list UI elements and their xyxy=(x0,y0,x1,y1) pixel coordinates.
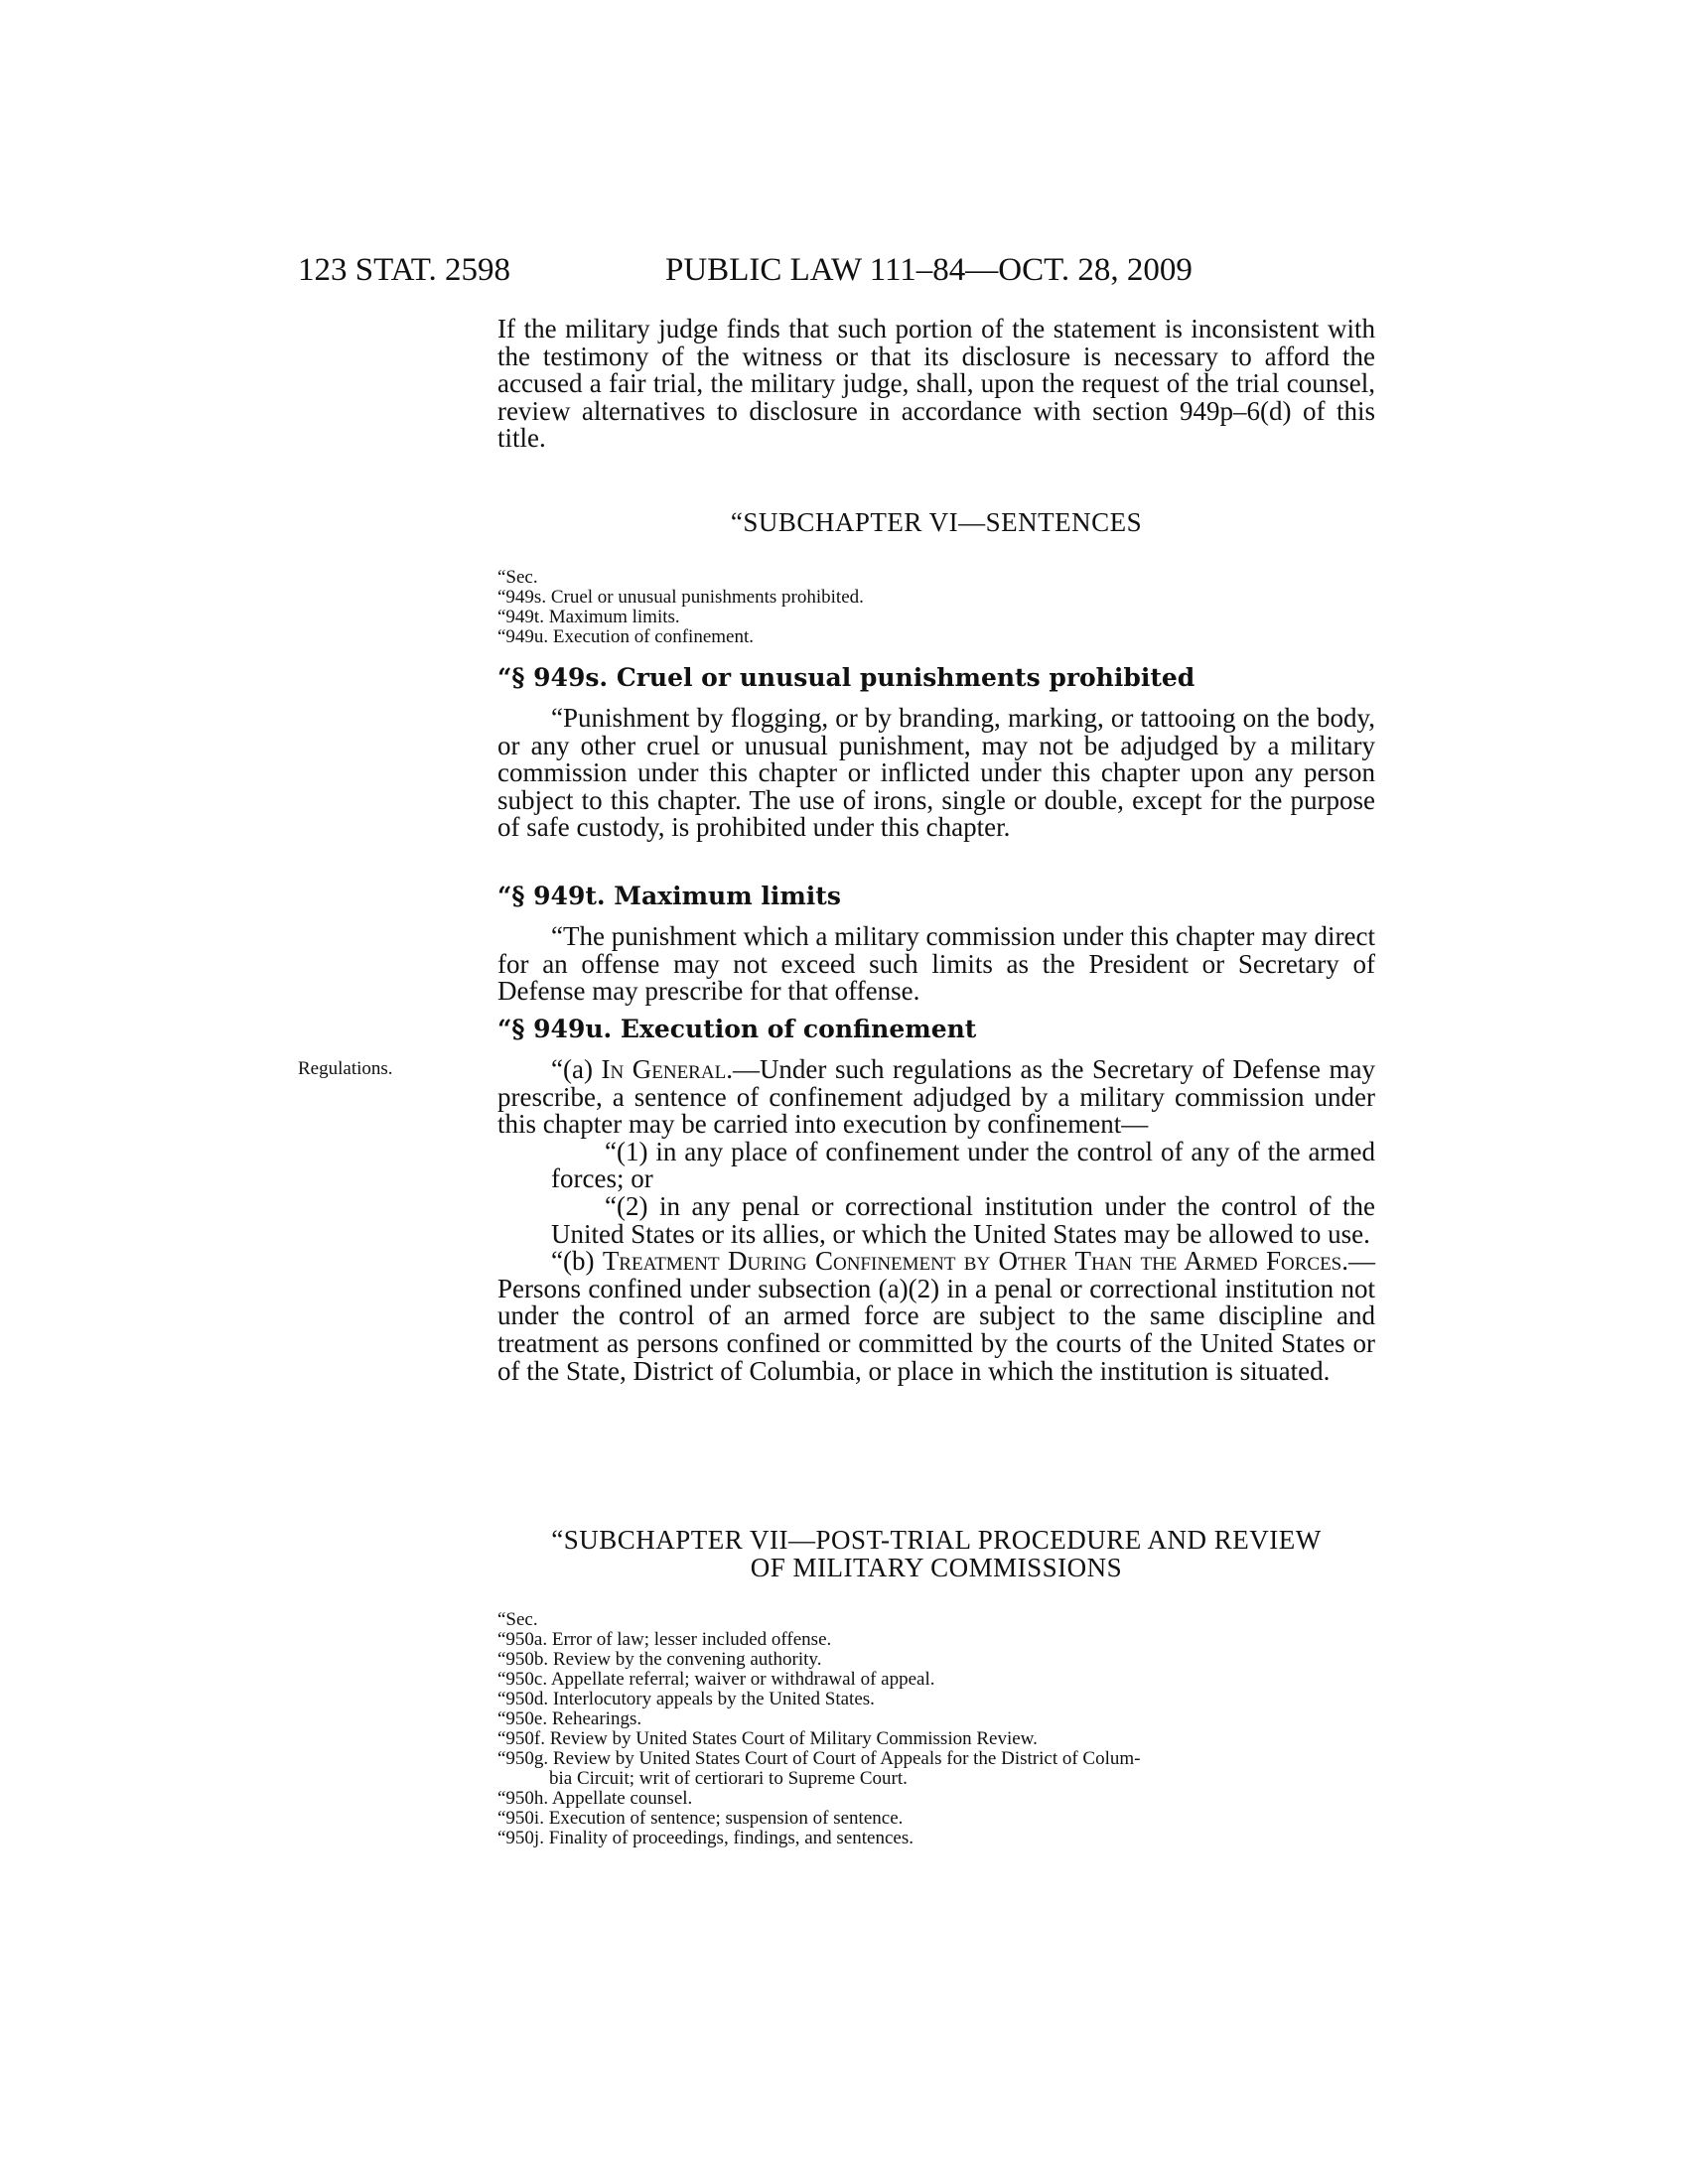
opening-paragraph: If the military judge finds that such portion of the statement is inconsistent with the testimony of the witness or that its disclosure is necessary to afford the accused a fair trial, the military judge, shall, upon the request of the trial counsel, review alternatives to disclosure in accordance with section 949p–6(d) of this title. xyxy=(497,314,1375,454)
subsection-b-caption: Treatment During Confinement by Other Than the Armed Forces xyxy=(602,1246,1342,1277)
toc-item: “Sec. xyxy=(497,567,538,588)
section-949u-body xyxy=(497,1056,1375,1385)
toc-item: “950d. Interlocutory appeals by the United States. xyxy=(497,1689,875,1709)
toc-item: “950h. Appellate counsel. xyxy=(497,1788,693,1809)
section-text: “Punishment by flogging, or by branding, marking, or tattooing on the body, or any other cruel or unusual punishment, may not be adjudged by a military commission under this chapter or inflicted under this chapter upon any person subject to this chapter. The use of irons, single or double, except for the purpose of safe custody, is prohibited under this chapter. xyxy=(497,703,1375,843)
section-949s-body xyxy=(497,705,1375,842)
subchapter-vi-title: “SUBCHAPTER VI—SENTENCES xyxy=(730,507,1143,537)
toc-item: “950f. Review by United States Court of Military Commission Review. xyxy=(497,1728,1038,1749)
toc-item: “949t. Maximum limits. xyxy=(497,607,680,627)
subsection-a xyxy=(497,1056,1375,1139)
statute-citation: 123 STAT. 2598 xyxy=(298,252,511,288)
section-949u xyxy=(497,1015,1375,1044)
subchapter-vi xyxy=(497,508,1375,536)
section-949t xyxy=(497,882,1375,911)
toc-item: “Sec. xyxy=(497,1609,538,1630)
paragraph-1: “(1) in any place of confinement under the control of any of the armed forces; or xyxy=(551,1136,1375,1194)
toc-item-continuation: bia Circuit; writ of certiorari to Supreme Court. xyxy=(549,1768,908,1789)
subsection-a-caption: In General xyxy=(601,1054,727,1084)
toc-item: “950e. Rehearings. xyxy=(497,1708,642,1729)
page-header xyxy=(298,250,1390,290)
opening-section xyxy=(497,316,1375,453)
toc-item: “949u. Execution of confinement. xyxy=(497,626,755,647)
subsection-b-prefix: “(b) xyxy=(551,1246,603,1277)
subchapter-vi-toc xyxy=(497,568,1375,647)
subchapter-vii-toc xyxy=(497,1610,1375,1848)
section-text: “The punishment which a military commission under this chapter may direct for an offense may not exceed such limits as the President or Secretary of Defense may prescribe for that offense. xyxy=(497,921,1375,1007)
toc-item: “950c. Appellate referral; waiver or withdrawal of appeal. xyxy=(497,1669,935,1690)
subsection-b xyxy=(497,1248,1375,1385)
subsection-a-prefix: “(a) xyxy=(551,1054,602,1084)
subchapter-vii-title-line1: “SUBCHAPTER VII—POST-TRIAL PROCEDURE AND REVIEW xyxy=(551,1525,1322,1555)
margin-note-regulations: Regulations. xyxy=(298,1058,393,1079)
section-949t-body xyxy=(497,923,1375,1006)
section-949s xyxy=(497,663,1375,693)
subchapter-vii xyxy=(497,1526,1375,1581)
section-heading: “§ 949u. Execution of confinement xyxy=(497,1015,977,1043)
toc-item: “949s. Cruel or unusual punishments prohibited. xyxy=(497,587,864,608)
toc-item: “950a. Error of law; lesser included offense. xyxy=(497,1629,832,1650)
section-heading: “§ 949s. Cruel or unusual punishments prohibited xyxy=(497,663,1196,692)
public-law-title: PUBLIC LAW 111–84—OCT. 28, 2009 xyxy=(665,252,1193,288)
paragraph-2: “(2) in any penal or correctional institution under the control of the United States or its allies, or which the United States may be allowed to use. xyxy=(551,1190,1375,1249)
subsection-b-text: .—Persons confined under subsection (a)(2) in a penal or correctional institution not under the control of an armed force are subject to the same discipline and treatment as persons confined or committed by the courts of the United States or of the State, District of Columbia, or place in which the institution is situated. xyxy=(497,1246,1375,1386)
toc-item: “950i. Execution of sentence; suspension of sentence. xyxy=(497,1808,904,1829)
toc-item: “950g. Review by United States Court of Court of Appeals for the District of Colum- xyxy=(497,1748,1141,1769)
subsection-a-text: .—Under such regulations as the Secretary of Defense may prescribe, a sentence of confinement adjudged by a military commission under this chapter may be carried into execution by confinement— xyxy=(497,1054,1375,1140)
toc-item: “950j. Finality of proceedings, findings, and sentences. xyxy=(497,1828,914,1848)
section-heading: “§ 949t. Maximum limits xyxy=(497,882,841,910)
toc-item: “950b. Review by the convening authority. xyxy=(497,1649,822,1670)
subchapter-vii-title-line2: OF MILITARY COMMISSIONS xyxy=(750,1553,1123,1582)
